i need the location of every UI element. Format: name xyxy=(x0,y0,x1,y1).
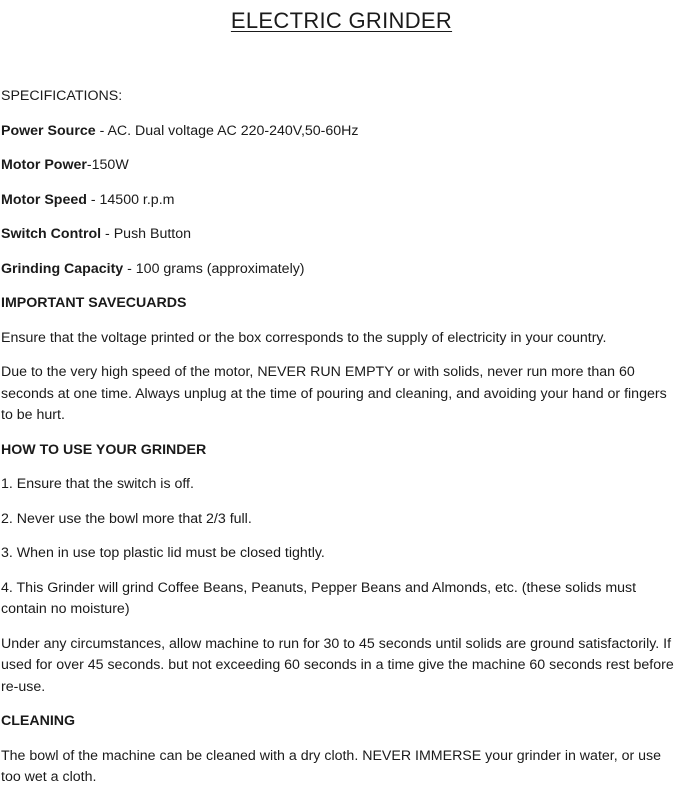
spec-label: Switch Control xyxy=(1,226,102,242)
spec-grinding-capacity xyxy=(1,259,681,281)
spec-value: - 100 grams (approximately) xyxy=(123,260,305,277)
safeguards-heading: IMPORTANT SAVECUARDS xyxy=(1,295,187,311)
spec-power-source xyxy=(1,121,681,143)
safeguards-paragraph: Ensure that the voltage printed or the box corresponds to the supply of electricity in your country. xyxy=(1,329,607,346)
spec-value: - AC. Dual voltage AC 220-240V,50-60Hz xyxy=(95,122,359,139)
spec-motor-power xyxy=(1,155,681,177)
spec-label: Motor Speed xyxy=(1,191,87,208)
spec-switch-control xyxy=(1,224,681,246)
spec-label: Power Source xyxy=(1,122,96,139)
usage-step: 2. Never use the bowl more that 2/3 full. xyxy=(1,510,252,527)
safeguards-paragraph: Due to the very high speed of the motor, NEVER RUN EMPTY or with solids, never run more than 60 seconds at one time. Always unplug at the time of pouring and cleaning, and avoiding your hand or fingers to be hurt. xyxy=(1,364,667,423)
spec-label: Motor Power xyxy=(1,157,87,173)
document-title xyxy=(0,8,683,34)
document-body xyxy=(1,86,681,802)
usage-note: Under any circumstances, allow machine to run for 30 to 45 seconds until solids are ground satisfactorily. If used for over 45 seconds. but not exceeding 60 seconds in a time give the machine 60 seconds rest before re-use. xyxy=(1,635,674,695)
spec-value: - Push Button xyxy=(101,226,192,242)
how-to-use-heading: HOW TO USE YOUR GRINDER xyxy=(1,441,207,458)
spec-motor-speed xyxy=(1,190,681,212)
cleaning-text: The bowl of the machine can be cleaned with a dry cloth. NEVER IMMERSE your grinder in water, or use too wet a cloth. xyxy=(1,747,662,785)
usage-step: 3. When in use top plastic lid must be closed tightly. xyxy=(1,545,325,561)
usage-step: 4. This Grinder will grind Coffee Beans, Peanuts, Pepper Beans and Almonds, etc. (these solids must contain no moisture) xyxy=(1,579,637,617)
usage-step: 1. Ensure that the switch is off. xyxy=(1,476,194,492)
specifications-heading: SPECIFICATIONS: xyxy=(1,88,123,104)
spec-value: -150W xyxy=(86,157,129,173)
document-title-text: ELECTRIC GRINDER xyxy=(230,8,453,33)
spec-value: - 14500 r.p.m xyxy=(86,191,175,208)
spec-label: Grinding Capacity xyxy=(1,260,124,277)
cleaning-heading: CLEANING xyxy=(1,713,76,729)
